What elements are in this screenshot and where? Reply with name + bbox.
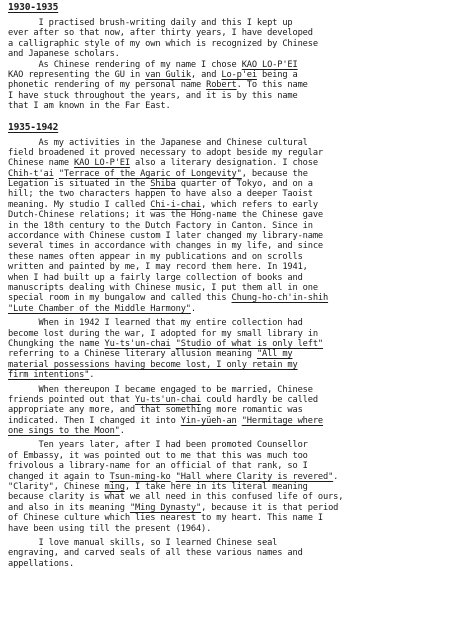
underlined-term: "All my [256,349,293,360]
underlined-term: Yu-ts'un-chai [135,394,202,405]
underlined-term: "Lute Chamber of the Middle Harmony" [8,303,191,314]
text-run: field broadened it proved necessary to adopt beside my regular [8,147,323,158]
text-run: several times in accordance with changes in my life, and since [8,241,323,252]
section-1935-1942 [8,122,458,570]
underlined-term: "Hall where Clarity is revered" [175,471,334,482]
text-line [8,283,458,293]
text-run: because clarity is what we all need in this confused life of ours, [8,492,344,503]
section-heading: 1930-1935 [8,2,59,13]
text-line [8,252,458,262]
text-run: referring to a Chinese literary allusion meaning [8,349,257,360]
text-run: Chungking the name [8,338,105,349]
text-line [8,200,458,210]
text-run: also a literary designation. I chose [129,158,318,169]
paragraph [8,385,458,437]
text-run: being a [256,69,298,80]
text-line [8,492,458,502]
text-line [8,80,458,90]
underlined-term: KAO LO-P'EI [74,158,130,169]
section-body [8,138,458,570]
underlined-term: "Hermitage where [241,415,324,426]
underlined-term: material possessions having become lost, I only retain my [8,359,298,370]
text-run: I love manual skills, so I learned Chinese seal [8,537,278,548]
text-run: Legation is situated in the [8,179,151,190]
text-run: become lost during the war, I adopted for my small library in [8,328,318,339]
text-run: friends pointed out that [8,394,136,405]
text-line [8,179,458,189]
text-line [8,513,458,523]
text-line [8,70,458,80]
text-run: these names often appear in my publications and on scrolls [8,251,303,262]
text-line [8,293,458,303]
text-line [8,538,458,548]
text-run: engraving, and carved seals of all these various names and [8,548,303,559]
underlined-term: Chi-i-chai [150,199,202,210]
text-run: , because the [241,168,308,179]
text-run: . [333,471,339,482]
text-run: of Embassy, it was pointed out to me that this was much too [8,450,308,461]
text-run: changed it again to [8,471,110,482]
text-line [8,148,458,158]
text-line [8,304,458,314]
text-line [8,385,458,395]
text-run: frivolous a library-name for an official of that rank, so I [8,461,308,472]
text-line [8,426,458,436]
text-line [8,339,458,349]
text-run: When thereupon I became engaged to be married, Chinese [8,384,313,395]
text-line [8,360,458,370]
text-line [8,318,458,328]
text-run: appellations. [8,558,75,569]
underlined-term: Yu-ts'un-chai [104,338,171,349]
text-run: accordance with Chinese custom I later changed my library-name [8,231,323,242]
text-line [8,138,458,148]
paragraph [8,18,458,112]
text-line [8,329,458,339]
text-run: a calligraphic style of my own which is recognized by Chinese [8,38,318,49]
text-line [8,189,458,199]
text-line [8,91,458,101]
text-line [8,405,458,415]
text-run: , because it is that period [201,502,339,513]
text-run: When in 1942 I learned that my entire collection had [8,318,303,329]
underlined-term: one sings to the Moon" [8,426,120,437]
text-line [8,559,458,569]
text-run: and Japanese scholars. [8,49,120,60]
text-line [8,440,458,450]
text-line [8,39,458,49]
text-line [8,472,458,482]
text-run: of Chinese culture which lies nearest to my heart. This name I [8,513,323,524]
underlined-term: Chih-t'ai [8,168,54,179]
text-run: Dutch-Chinese relations; it was the Hong-name the Chinese gave [8,210,323,221]
text-run: KAO representing the GU in [8,69,146,80]
text-line [8,18,458,28]
text-run: indicated. Then I changed it into [8,415,181,426]
text-run: ever after so that now, after thirty years, I have developed [8,28,313,39]
text-line [8,524,458,534]
document-page [8,2,458,569]
text-run: , and [190,69,222,80]
text-run: I have stuck throughout the years, and it is by this name [8,90,298,101]
paragraph [8,440,458,534]
text-run: meaning. My studio I called [8,199,151,210]
text-run: phonetic rendering of my personal name [8,80,207,91]
underlined-term: "Terrace of the Agaric of Longevity" [58,168,242,179]
text-line [8,28,458,38]
text-line [8,169,458,179]
text-line [8,451,458,461]
text-line [8,273,458,283]
underlined-term: Robert [206,80,237,91]
underlined-term: Tsun-ming-ko [109,471,171,482]
text-line [8,221,458,231]
underlined-term: Lo-p'ei [221,69,257,80]
text-run: written and painted by me, I may record them here. In 1941, [8,262,308,273]
text-run: could hardly be called [201,394,318,405]
text-run: special room in my bungalow and called this [8,293,232,304]
text-run: have been using till the present (1964). [8,523,212,534]
text-run: and also in its meaning [8,502,130,513]
text-run: . [89,370,95,381]
section-body [8,18,458,112]
text-run: , I take here in its literal meaning [124,482,308,493]
text-run: I practised brush-writing daily and this I kept up [8,18,293,28]
text-run: appropriate any more, and that something more romantic was [8,405,303,416]
text-run: . To this name [236,80,308,91]
underlined-term: "Studio of what is only left" [175,338,324,349]
text-line [8,241,458,251]
text-run: "Clarity", Chinese [8,482,105,493]
text-run: manuscripts dealing with Chinese music, I put them all in one [8,282,318,293]
text-run: Ten years later, after I had been promoted Counsellor [8,440,308,451]
text-line [8,349,458,359]
text-run: . [190,303,196,314]
section-heading: 1935-1942 [8,121,59,133]
paragraph [8,138,458,315]
underlined-term: Shiba [150,179,176,190]
text-line [8,416,458,426]
text-line [8,395,458,405]
underlined-term: KAO LO-P'EI [241,59,298,70]
text-run: . [119,426,125,437]
text-line [8,158,458,168]
text-run: As Chinese rendering of my name I chose [8,59,242,70]
text-line [8,231,458,241]
underlined-term: van Gulik [145,69,191,80]
text-run: hill; the two characters happen to have also a deeper Taoist [8,189,313,200]
text-run: , which refers to early [201,199,318,210]
text-line [8,548,458,558]
underlined-term: Yin-yüeh-an [180,415,237,426]
text-line [8,370,458,380]
underlined-term: ming [104,482,125,493]
underlined-term: "Ming Dynasty" [129,502,202,513]
text-line [8,210,458,220]
underlined-term: firm intentions" [8,370,90,381]
underlined-term: Chung-ho-ch'in-shih [231,293,329,304]
text-line [8,503,458,513]
text-line [8,461,458,471]
paragraph [8,538,458,569]
text-run: As my activities in the Japanese and Chinese cultural [8,137,308,148]
section-1930-1935 [8,2,458,112]
text-run: when I had built up a fairly large collection of books and [8,272,303,283]
text-line [8,262,458,272]
text-line [8,482,458,492]
text-run: in the 18th century to the Dutch Factory in Canton. Since in [8,220,313,231]
text-run: quarter of Tokyo, and on a [175,179,313,190]
text-line [8,101,458,111]
text-run: Chinese name [8,158,75,169]
text-line [8,49,458,59]
paragraph [8,318,458,380]
text-run: that I am known in the Far East. [8,101,171,112]
text-line [8,60,458,70]
